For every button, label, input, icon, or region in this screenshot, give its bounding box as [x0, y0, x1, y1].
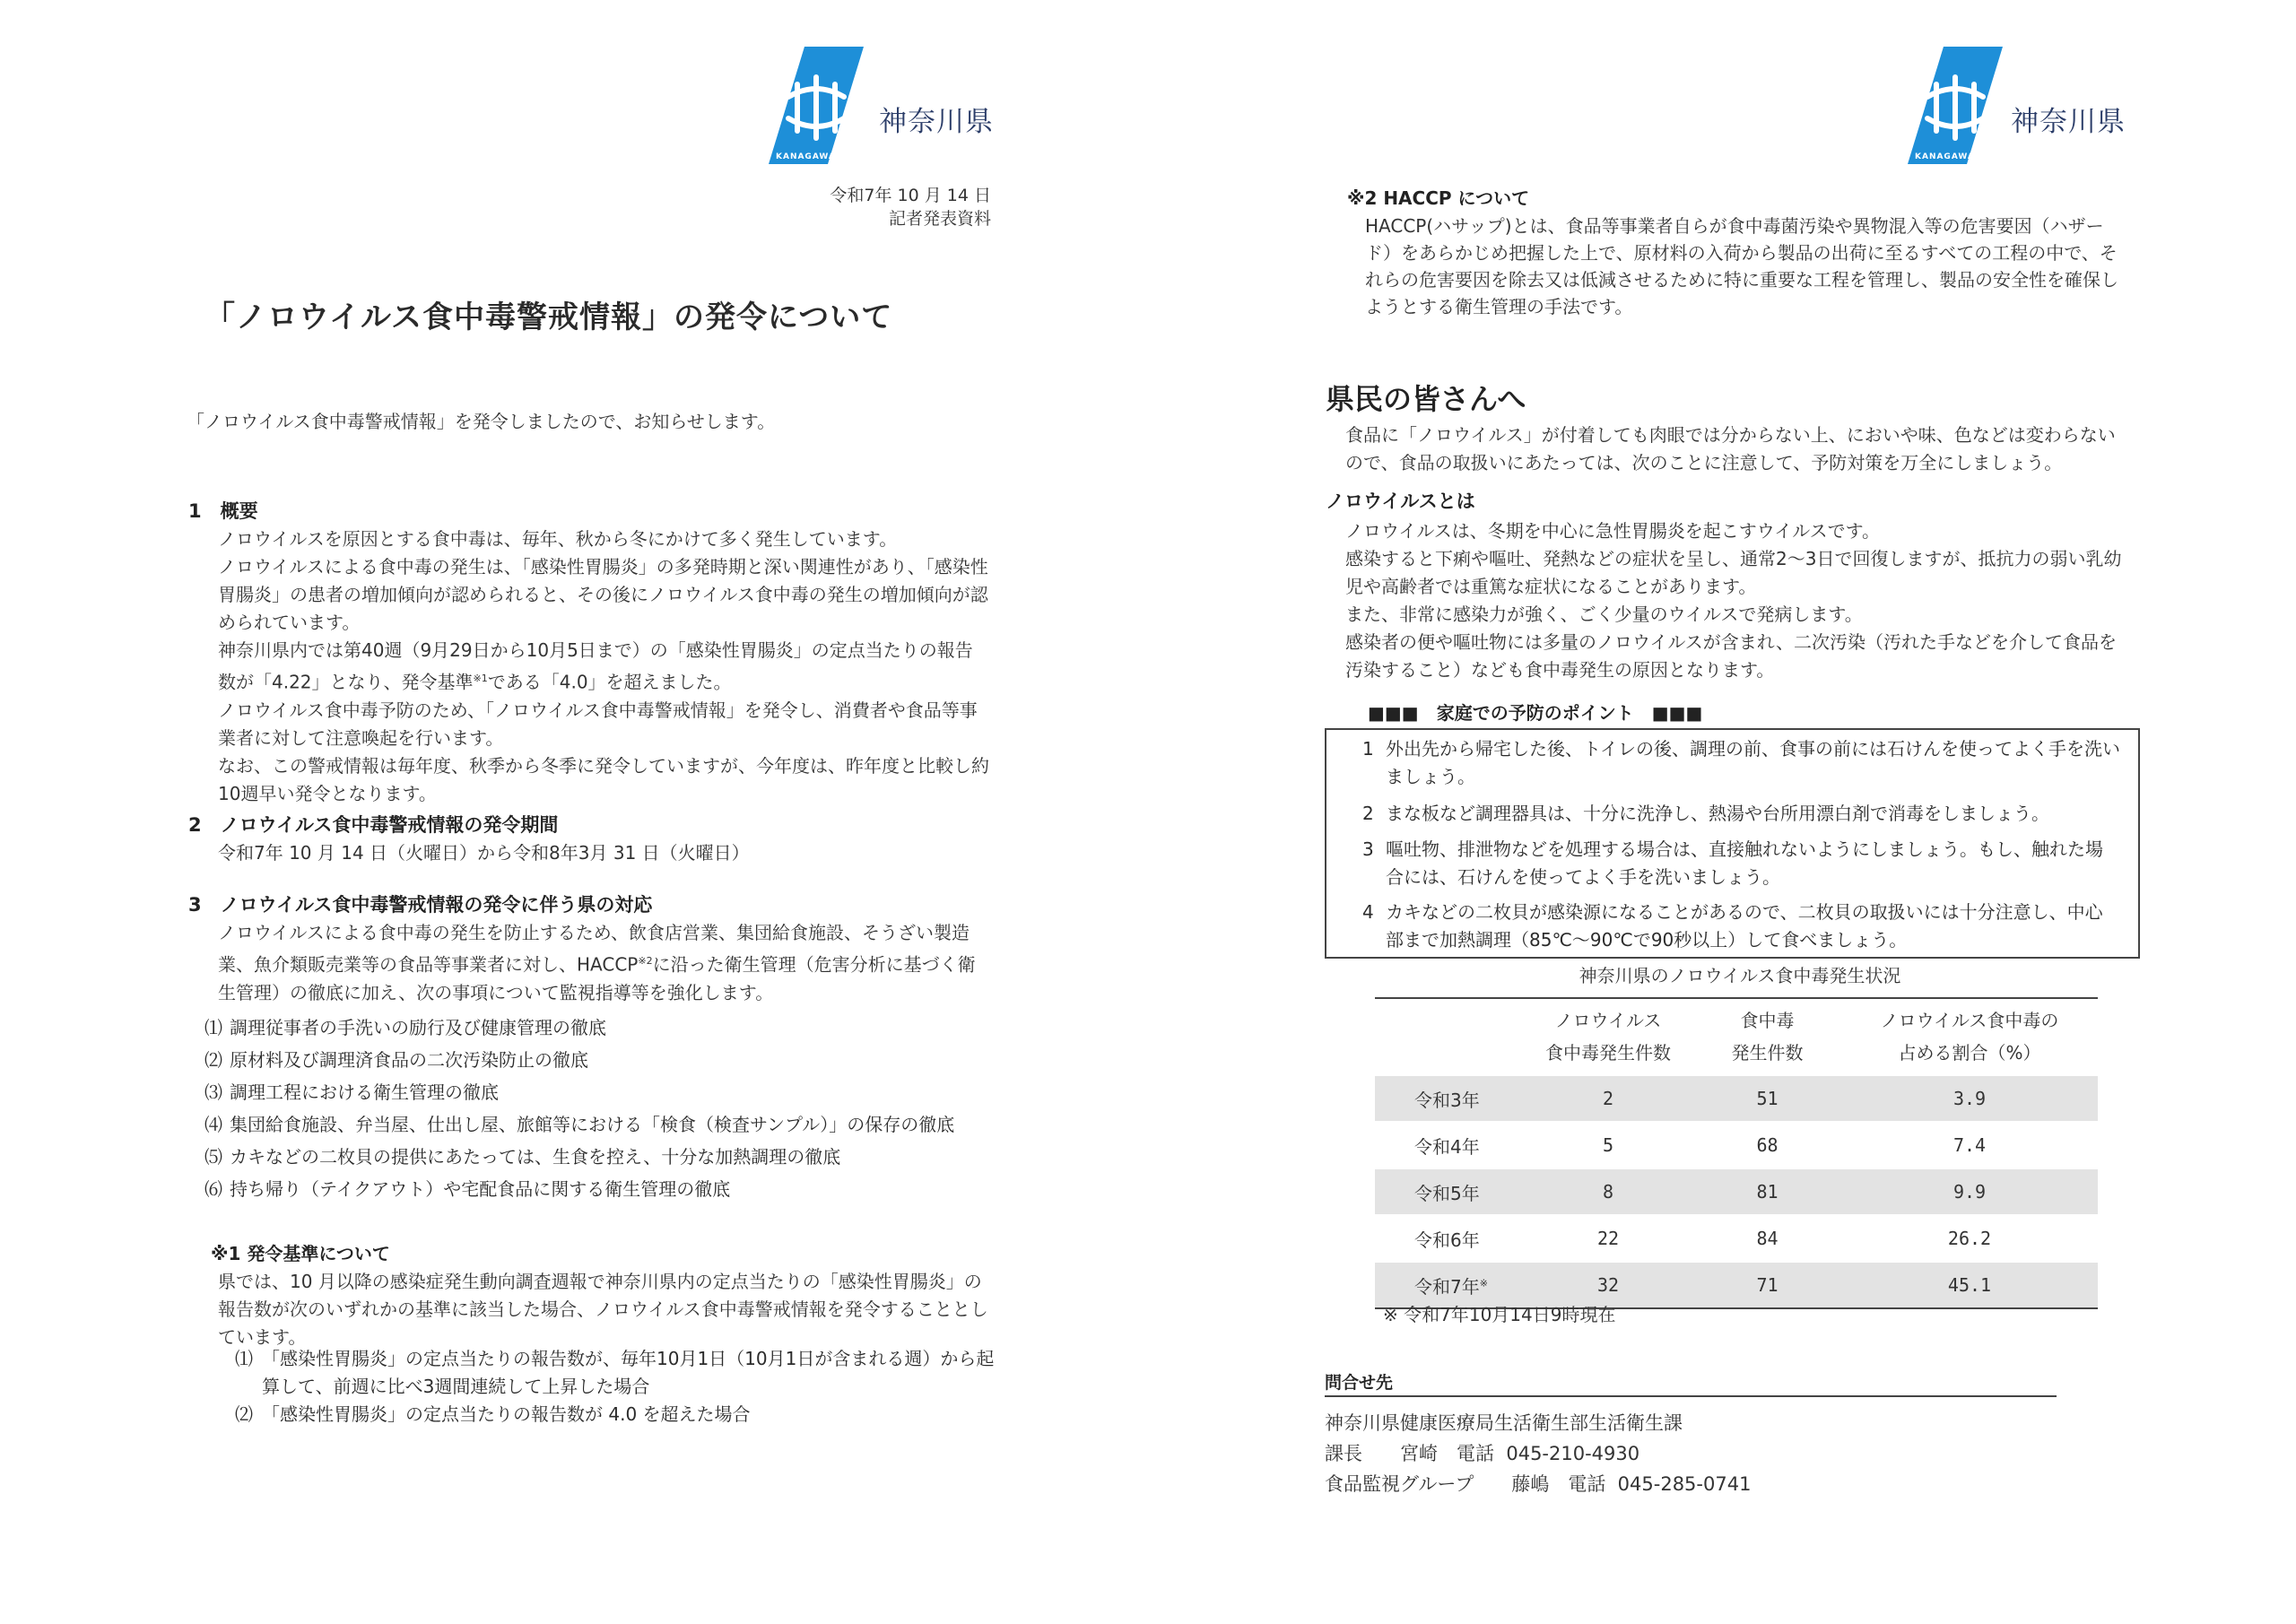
header-line: ノロウイルス食中毒の: [1880, 1010, 2059, 1031]
kanagawa-logo: [1906, 45, 2005, 166]
table-row: [1375, 1075, 2098, 1122]
header-line: 発生件数: [1731, 1042, 1804, 1064]
criteria-text: 「感染性胃腸炎」の定点当たりの報告数が 4.0 を超えた場合: [262, 1403, 751, 1425]
section1-p3: [218, 637, 989, 697]
outbreak-table: [1375, 997, 2098, 1309]
list-item-number: 4: [1362, 901, 1374, 923]
cell-noro: 8: [1523, 1168, 1693, 1215]
footnote-ref-2: ※2: [638, 955, 653, 967]
table-header: [1841, 998, 2098, 1075]
section1-p2: ノロウイルスによる食中毒の発生は、「感染性胃腸炎」の多発時期と深い関連性があり、「感染性胃腸炎」の患者の増加傾向が認められると、その後にノロウイルス食中毒の発生の増加傾向が認められています。: [218, 556, 988, 633]
section1-p5: なお、この警戒情報は毎年度、秋季から冬季に発令していますが、今年度は、昨年度と比較し約10週早い発令となります。: [218, 754, 989, 804]
section1-p3-b: である「4.0」を超えました。: [487, 671, 732, 693]
section2-heading: 2 ノロウイルス食中毒警戒情報の発令期間: [188, 814, 559, 836]
header-line: ノロウイルス: [1554, 1010, 1662, 1031]
section2-text: 令和7年 10 月 14 日（火曜日）から令和8年3月 31 日（火曜日）: [218, 842, 750, 864]
table-header: [1693, 998, 1841, 1075]
list-item-number: ⑴: [204, 1017, 222, 1038]
list-item-number: 3: [1362, 838, 1374, 860]
note1-criteria: [235, 1345, 997, 1429]
about-p3: また、非常に感染力が強く、ごく少量のウイルスで発病します。: [1345, 604, 1863, 625]
contact-heading: 問合せ先: [1325, 1370, 2057, 1397]
year-text: 令和7年: [1414, 1275, 1480, 1298]
section3-text-b: に沿った衛生管理（危害分析に基づく衛生管理）の徹底に加え、次の事項について監視指導等を強化します。: [218, 953, 976, 1003]
intro-text: 「ノロウイルス食中毒警戒情報」を発令しましたので、お知らせします。: [187, 411, 776, 432]
list-item-text: まな板など調理器具は、十分に洗浄し、熱湯や台所用漂白剤で消毒をしましょう。: [1386, 803, 2049, 824]
table-caption: 神奈川県のノロウイルス食中毒発生状況: [1578, 965, 1901, 986]
list-item: [204, 1012, 1012, 1044]
kanagawa-emblem-icon: [767, 45, 865, 166]
contact-dept: 神奈川県健康医療局生活衛生部生活衛生課: [1325, 1412, 1683, 1434]
release-date-block: [718, 184, 991, 230]
cell-pct: 45.1: [1841, 1262, 2098, 1308]
list-item-number: ⑸: [204, 1146, 222, 1168]
list-item-text: カキなどの二枚貝の提供にあたっては、生食を控え、十分な加熱調理の徹底: [230, 1146, 841, 1168]
cell-pct: 9.9: [1841, 1168, 2098, 1215]
cell-year: [1375, 1215, 1523, 1262]
table-row: [1375, 1168, 2098, 1215]
cell-noro: 32: [1523, 1262, 1693, 1308]
cell-noro: 2: [1523, 1075, 1693, 1122]
about-body: [1345, 517, 2124, 684]
cell-pct: 26.2: [1841, 1215, 2098, 1262]
cell-year: [1375, 1075, 1523, 1122]
list-item-number: ⑶: [204, 1081, 222, 1103]
contact-block: [1325, 1370, 2087, 1499]
prevention-points-box: [1325, 728, 2140, 959]
cell-total: 68: [1693, 1122, 1841, 1168]
section3-heading: 3 ノロウイルス食中毒警戒情報の発令に伴う県の対応: [188, 894, 653, 916]
list-item-number: ⑷: [204, 1114, 222, 1135]
list-item: [1362, 836, 2120, 891]
criteria-item: [235, 1401, 997, 1429]
cell-noro: 22: [1523, 1215, 1693, 1262]
list-item-text: カキなどの二枚貝が感染源になることがあるので、二枚貝の取扱いには十分注意し、中心部まで加熱調理（85℃～90℃で90秒以上）して食べましょう。: [1386, 901, 2103, 951]
section3-list: [204, 1012, 1012, 1205]
residents-heading: 県民の皆さんへ: [1326, 382, 1526, 416]
cell-pct: 7.4: [1841, 1122, 2098, 1168]
criteria-text: 「感染性胃腸炎」の定点当たりの報告数が、毎年10月1日（10月1日が含まれる週）から起算して、前週に比べ3週間連続して上昇した場合: [262, 1348, 995, 1397]
cell-pct: 3.9: [1841, 1075, 2098, 1122]
list-item-number: ⑹: [204, 1178, 222, 1200]
table-row: [1375, 1215, 2098, 1262]
section3-text: [218, 919, 989, 1007]
cell-total: 51: [1693, 1075, 1841, 1122]
note2-text: HACCP(ハサップ)とは、食品等事業者自らが食中毒菌汚染や異物混入等の危害要因（ハザード）をあらかじめ把握した上で、原材料の入荷から製品の出荷に至るすべての工程の中で、それらの危害要因を除去又は低減させるために特に重要な工程を管理し、製品の安全性を確保しようとする衛生管理の手法です。: [1365, 215, 2118, 317]
about-p2: 感染すると下痢や嘔吐、発熱などの症状を呈し、通常2～3日で回復しますが、抵抗力の弱い乳幼児や高齢者では重篤な症状になることがあります。: [1345, 548, 2122, 597]
criteria-number: ⑵: [235, 1403, 253, 1425]
list-item-text: 外出先から帰宅した後、トイレの後、調理の前、食事の前には石けんを使ってよく手を洗いましょう。: [1386, 738, 2120, 787]
header-line: 食中毒: [1740, 1010, 1795, 1031]
list-item-number: 2: [1362, 803, 1374, 824]
list-item-text: 嘔吐物、排泄物などを処理する場合は、直接触れないようにしましょう。もし、触れた場合には、石けんを使ってよく手を洗いましょう。: [1386, 838, 2103, 888]
note1-text: 県では、10 月以降の感染症発生動向調査週報で神奈川県内の定点当たりの「感染性胃腸炎」の報告数が次のいずれかの基準に該当した場合、ノロウイルス食中毒警戒情報を発令することとしています。: [218, 1271, 988, 1348]
section1-p1: ノロウイルスを原因とする食中毒は、毎年、秋から冬にかけて多く発生しています。: [218, 528, 898, 550]
document-title: 「ノロウイルス食中毒警戒情報」の発令について: [204, 300, 893, 335]
right-page: [1148, 0, 2296, 1624]
cell-total: 84: [1693, 1215, 1841, 1262]
cell-noro: 5: [1523, 1122, 1693, 1168]
about-p4: 感染者の便や嘔吐物には多量のノロウイルスが含まれ、二次汚染（汚れた手などを介して食品を汚染すること）なども食中毒発生の原因となります。: [1345, 631, 2117, 681]
list-item: [204, 1173, 1012, 1205]
year-note-mark: ※: [1479, 1276, 1488, 1289]
points-heading: ■■■ 家庭での予防のポイント ■■■: [1368, 702, 1703, 724]
kanagawa-emblem-icon: [1906, 45, 2005, 166]
about-heading: ノロウイルスとは: [1326, 491, 1475, 512]
list-item-text: 持ち帰り（テイクアウト）や宅配食品に関する衛生管理の徹底: [230, 1178, 731, 1200]
table-header: [1523, 998, 1693, 1075]
section1-p3-a: 神奈川県内では第40週（9月29日から10月5日まで）の「感染性胃腸炎」の定点当たりの報告数が「4.22」となり、発令基準: [218, 639, 973, 693]
list-item-text: 集団給食施設、弁当屋、仕出し屋、旅館等における「検食（検査サンプル）」の保存の徹底: [230, 1114, 955, 1135]
criteria-number: ⑴: [235, 1348, 253, 1369]
section1-p4: ノロウイルス食中毒予防のため、「ノロウイルス食中毒警戒情報」を発令し、消費者や食品等事業者に対して注意喚起を行います。: [218, 699, 978, 749]
year-text: 令和6年: [1414, 1229, 1480, 1251]
logo-text: 神奈川県: [2011, 106, 2126, 138]
cell-year: [1375, 1168, 1523, 1215]
list-item-number: 1: [1362, 738, 1374, 760]
cell-total: 81: [1693, 1168, 1841, 1215]
table-header: [1375, 998, 1523, 1075]
list-item: [1362, 800, 2120, 828]
list-item-text: 調理従事者の手洗いの励行及び健康管理の徹底: [230, 1017, 606, 1038]
list-item-number: ⑵: [204, 1049, 222, 1071]
contact-line-2: 食品監視グループ 藤嶋 電話 045-285-0741: [1325, 1473, 1752, 1495]
table-note: ※ 令和7年10月14日9時現在: [1383, 1304, 1616, 1325]
kanagawa-logo: [767, 45, 865, 166]
header-line: 食中毒発生件数: [1545, 1042, 1671, 1064]
section3-text-a: ノロウイルスによる食中毒の発生を防止するため、飲食店営業、集団給食施設、そうざい製造業、魚介類販売業等の食品等事業者に対し、HACCP: [218, 922, 970, 976]
section1-body: [218, 525, 989, 808]
contact-line-1: 課長 宮崎 電話 045-210-4930: [1325, 1443, 1640, 1464]
list-item: [204, 1141, 1012, 1173]
section1-heading: 1 概要: [188, 500, 258, 522]
table-header-row: [1375, 998, 2098, 1075]
cell-year: [1375, 1122, 1523, 1168]
logo-sub-text: KANAGAWA: [776, 152, 836, 161]
note2-heading: ※2 HACCP について: [1347, 187, 1530, 209]
list-item: [204, 1108, 1012, 1141]
list-item: [1362, 735, 2120, 791]
logo-text: 神奈川県: [879, 106, 994, 138]
list-item: [1362, 899, 2120, 954]
table-row: [1375, 1122, 2098, 1168]
logo-sub-text: KANAGAWA: [1915, 152, 1975, 161]
list-item: [204, 1044, 1012, 1076]
criteria-item: [235, 1345, 997, 1401]
footnote-ref-1: ※1: [473, 673, 488, 684]
year-text: 令和5年: [1414, 1182, 1480, 1204]
residents-text: 食品に「ノロウイルス」が付着しても肉眼では分からない上、においや味、色などは変わらないので、食品の取扱いにあたっては、次のことに注意して、予防対策を万全にしましょう。: [1345, 424, 2116, 473]
year-text: 令和4年: [1414, 1135, 1480, 1158]
list-item-text: 原材料及び調理済食品の二次汚染防止の徹底: [230, 1049, 588, 1071]
list-item-text: 調理工程における衛生管理の徹底: [230, 1081, 499, 1103]
release-date: 令和7年 10 月 14 日: [830, 186, 991, 205]
year-text: 令和3年: [1414, 1089, 1480, 1111]
about-p1: ノロウイルスは、冬期を中心に急性胃腸炎を起こすウイルスです。: [1345, 520, 1880, 542]
note1-heading: ※1 発令基準について: [211, 1243, 390, 1264]
cell-total: 71: [1693, 1262, 1841, 1308]
release-type: 記者発表資料: [888, 209, 991, 229]
header-line: 占める割合（%）: [1898, 1042, 2041, 1064]
list-item: [204, 1076, 1012, 1108]
